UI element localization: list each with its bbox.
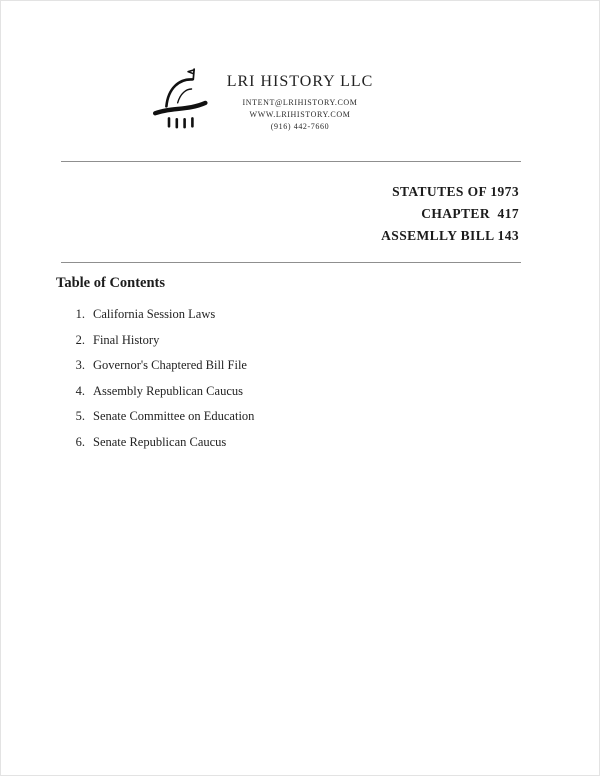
- toc-item-text: California Session Laws: [93, 307, 216, 321]
- toc-list: [69, 307, 254, 460]
- toc-item: [69, 409, 254, 424]
- toc-item-text: Governor's Chaptered Bill File: [93, 358, 247, 372]
- statute-chapter: CHAPTER 417: [421, 206, 519, 221]
- company-name: LRI HISTORY LLC: [226, 73, 374, 90]
- divider-bottom: [61, 262, 521, 263]
- toc-item-text: Senate Committee on Education: [93, 409, 255, 423]
- toc-item: [69, 384, 254, 399]
- statute-block: [381, 181, 519, 247]
- toc-item: [69, 435, 254, 450]
- toc-item-number: 6.: [75, 434, 85, 449]
- statute-year: STATUTES OF 1973: [392, 184, 519, 199]
- toc-item-number: 4.: [75, 383, 85, 398]
- company-website: WWW.LRIHISTORY.COM: [249, 110, 351, 119]
- company-email: INTENT@LRIHISTORY.COM: [242, 98, 358, 107]
- toc-item: [69, 358, 254, 373]
- letterhead-text: [227, 73, 374, 133]
- letterhead: [1, 61, 599, 151]
- toc-item-number: 3.: [75, 358, 85, 372]
- toc-item: [69, 333, 254, 348]
- divider-top: [61, 161, 521, 162]
- toc-title: Table of Contents: [56, 275, 166, 291]
- toc-item-number: 5.: [75, 409, 85, 423]
- capitol-sketch-icon: [143, 63, 221, 141]
- company-phone: (916) 442-7660: [270, 122, 330, 131]
- toc-item-text: Final History: [93, 332, 160, 347]
- toc-item-number: 2.: [75, 332, 85, 347]
- toc-item-number: 1.: [75, 307, 85, 321]
- statute-bill: ASSEMLLY BILL 143: [381, 228, 519, 243]
- toc-item-text: Assembly Republican Caucus: [93, 383, 243, 398]
- toc-item: [69, 307, 254, 322]
- toc-item-text: Senate Republican Caucus: [93, 434, 227, 449]
